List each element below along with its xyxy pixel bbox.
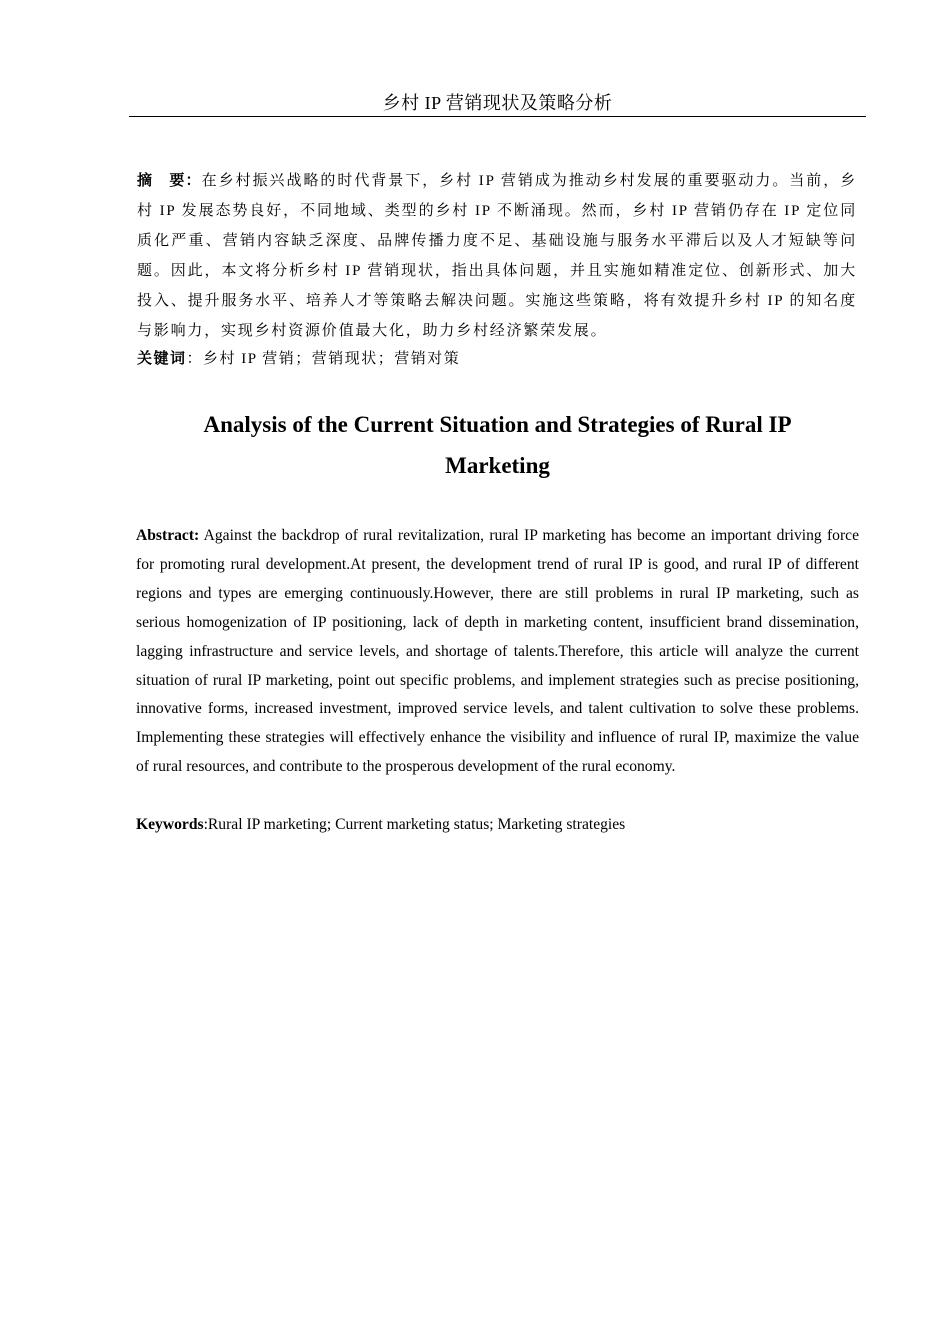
running-header — [129, 90, 866, 117]
english-abstract — [136, 522, 859, 782]
english-abstract-text: Against the backdrop of rural revitalization, rural IP marketing has become an important driving force for promoting rural development.At present, the development trend of rural IP is good, and rural IP of different regions and types are emerging continuously.However, there are still problems in rural IP marketing, such as serious homogenization of IP positioning, lack of depth in marketing content, insufficient brand dissemination, lagging infrastructure and service levels, and shortage of talents.Therefore, this article will analyze the current situation of rural IP marketing, point out specific problems, and implement strategies such as precise positioning, innovative forms, increased investment, improved service levels, and talent cultivation to solve these problems. Implementing these strategies will effectively enhance the visibility and influence of rural IP, maximize the value of rural resources, and contribute to the prosperous development of the rural economy. — [136, 527, 859, 776]
chinese-abstract — [137, 166, 857, 346]
english-keywords-label: Keywords — [136, 816, 204, 833]
chinese-keywords — [137, 344, 857, 374]
english-abstract-label: Abstract: — [136, 527, 200, 544]
english-keywords — [136, 811, 859, 840]
chinese-abstract-text: 在乡村振兴战略的时代背景下，乡村 IP 营销成为推动乡村发展的重要驱动力。当前，乡村 IP 发展态势良好，不同地域、类型的乡村 IP 不断涌现。然而，乡村 IP 营销仍存在 IP 定位同质化严重、营销内容缺乏深度、品牌传播力度不足、基础设施与服务水平滞后以及人才短缺等问题。因此，本文将分析乡村 IP 营销现状，指出具体问题，并且实施如精准定位、创新形式、加大投入、提升服务水平、培养人才等策略去解决问题。实施这些策略，将有效提升乡村 IP 的知名度与影响力，实现乡村资源价值最大化，助力乡村经济繁荣发展。 — [137, 173, 857, 339]
chinese-abstract-label: 摘 要： — [137, 173, 202, 189]
running-header-title: 乡村 IP 营销现状及策略分析 — [382, 93, 613, 113]
chinese-keywords-text: ：乡村 IP 营销；营销现状；营销对策 — [186, 351, 461, 367]
english-title: Analysis of the Current Situation and Strategies of Rural IP Marketing — [203, 412, 792, 478]
chinese-keywords-label: 关键词 — [137, 351, 187, 367]
english-keywords-text: :Rural IP marketing; Current marketing status; Marketing strategies — [203, 816, 626, 833]
